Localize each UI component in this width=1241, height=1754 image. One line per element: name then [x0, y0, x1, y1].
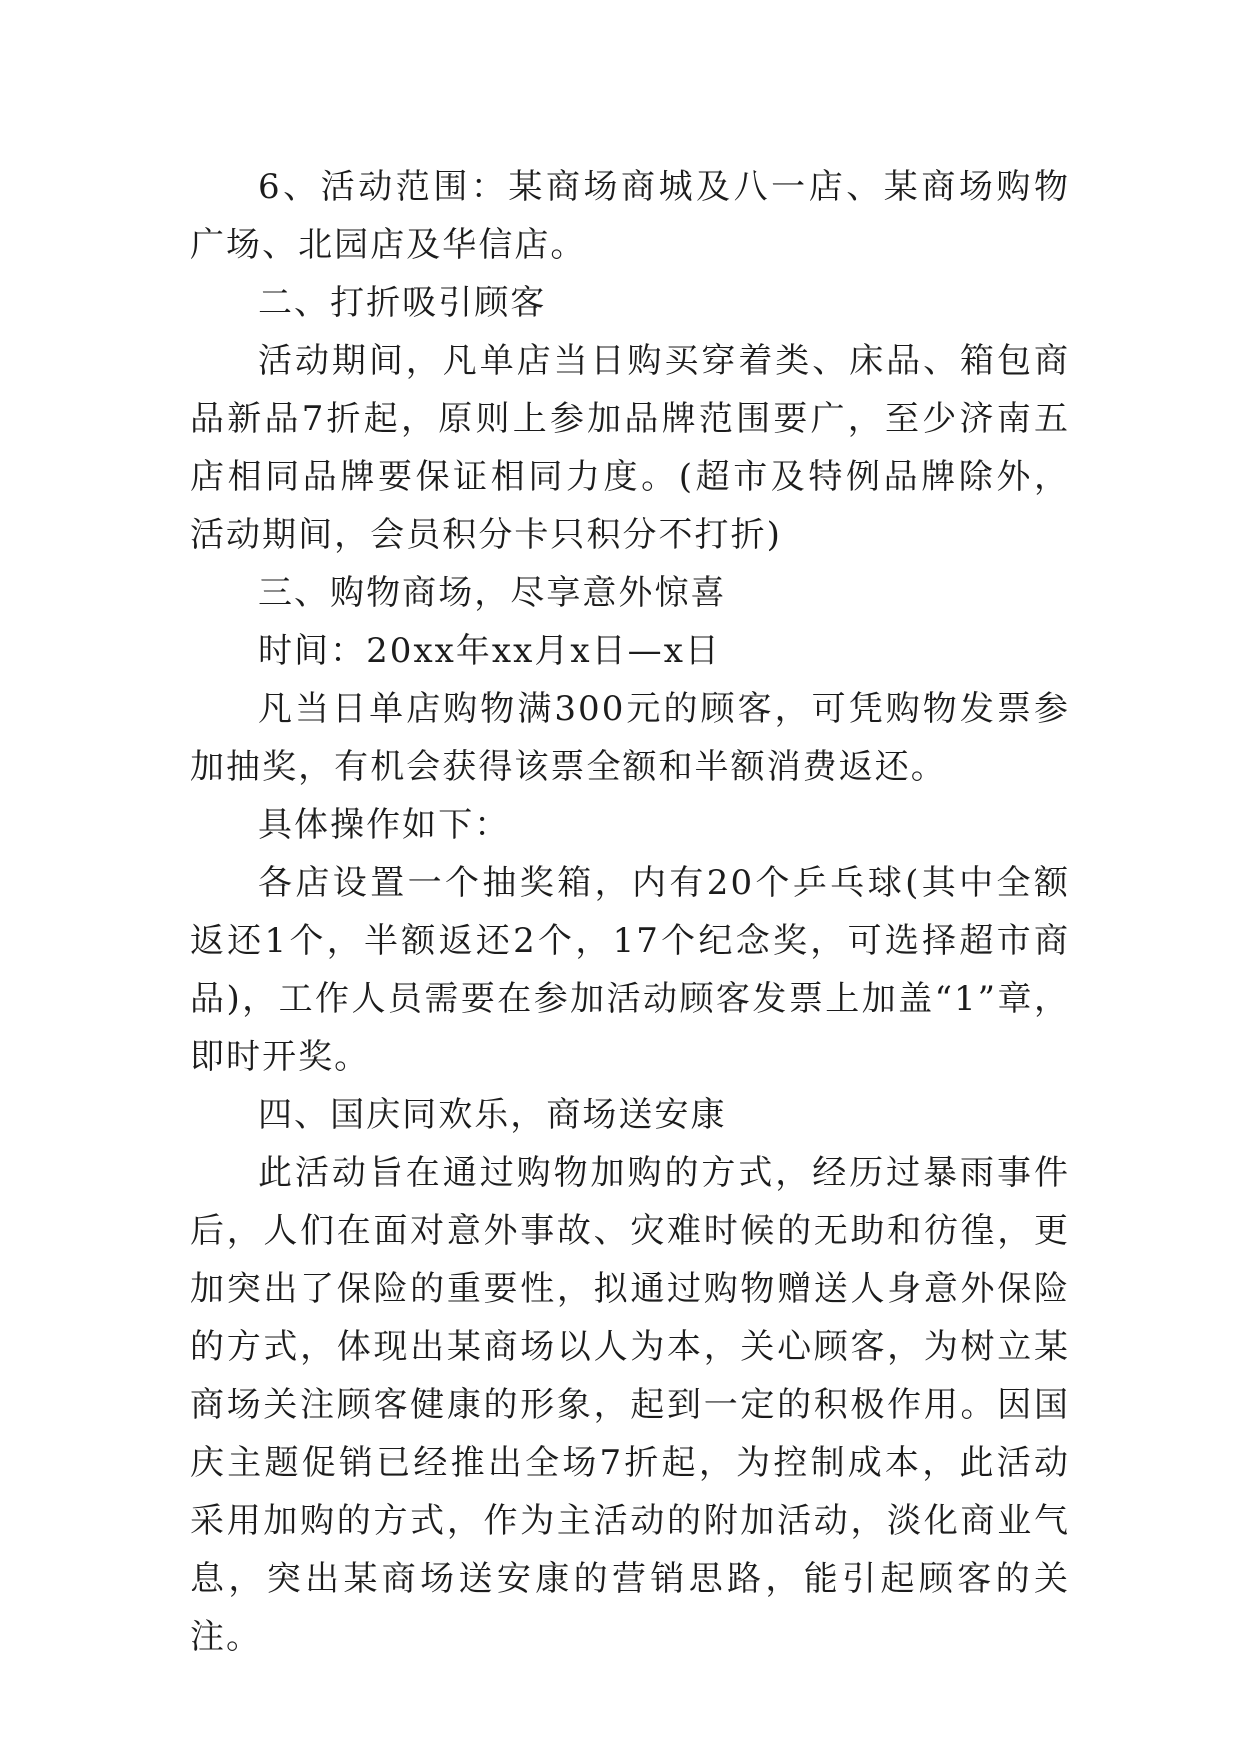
document-body: [190, 158, 1070, 1666]
paragraph-operation-intro: 具体操作如下：: [258, 805, 511, 845]
paragraph-discount-details: 活动期间，凡单店当日购买穿着类、床品、箱包商品新品7折起，原则上参加品牌范围要广，至少济南五店相同品牌要保证相同力度。(超市及特例品牌除外，活动期间，会员积分卡只积分不打折): [190, 341, 1070, 555]
paragraph-activity-scope: 6、活动范围：某商场商城及八一店、某商场购物广场、北园店及华信店。: [190, 167, 1070, 265]
heading-discount: 二、打折吸引顾客: [258, 283, 547, 323]
heading-surprise: 三、购物商场，尽享意外惊喜: [258, 573, 727, 613]
paragraph-lottery: 凡当日单店购物满300元的顾客，可凭购物发票参加抽奖，有机会获得该票全额和半额消费返还。: [190, 689, 1070, 787]
paragraph-time: 时间：20xx年xx月x日—x日: [258, 631, 721, 671]
paragraph-lottery-box: 各店设置一个抽奖箱，内有20个乒乓球(其中全额返还1个，半额返还2个，17个纪念奖，可选择超市商品)，工作人员需要在参加活动顾客发票上加盖“1”章，即时开奖。: [190, 863, 1070, 1077]
heading-national-day: 四、国庆同欢乐，商场送安康: [258, 1095, 727, 1135]
paragraph-insurance: 此活动旨在通过购物加购的方式，经历过暴雨事件后，人们在面对意外事故、灾难时候的无助和彷徨，更加突出了保险的重要性，拟通过购物赠送人身意外保险的方式，体现出某商场以人为本，关心顾客，为树立某商场关注顾客健康的形象，起到一定的积极作用。因国庆主题促销已经推出全场7折起，为控制成本，此活动采用加购的方式，作为主活动的附加活动，淡化商业气息，突出某商场送安康的营销思路，能引起顾客的关注。: [190, 1153, 1070, 1657]
